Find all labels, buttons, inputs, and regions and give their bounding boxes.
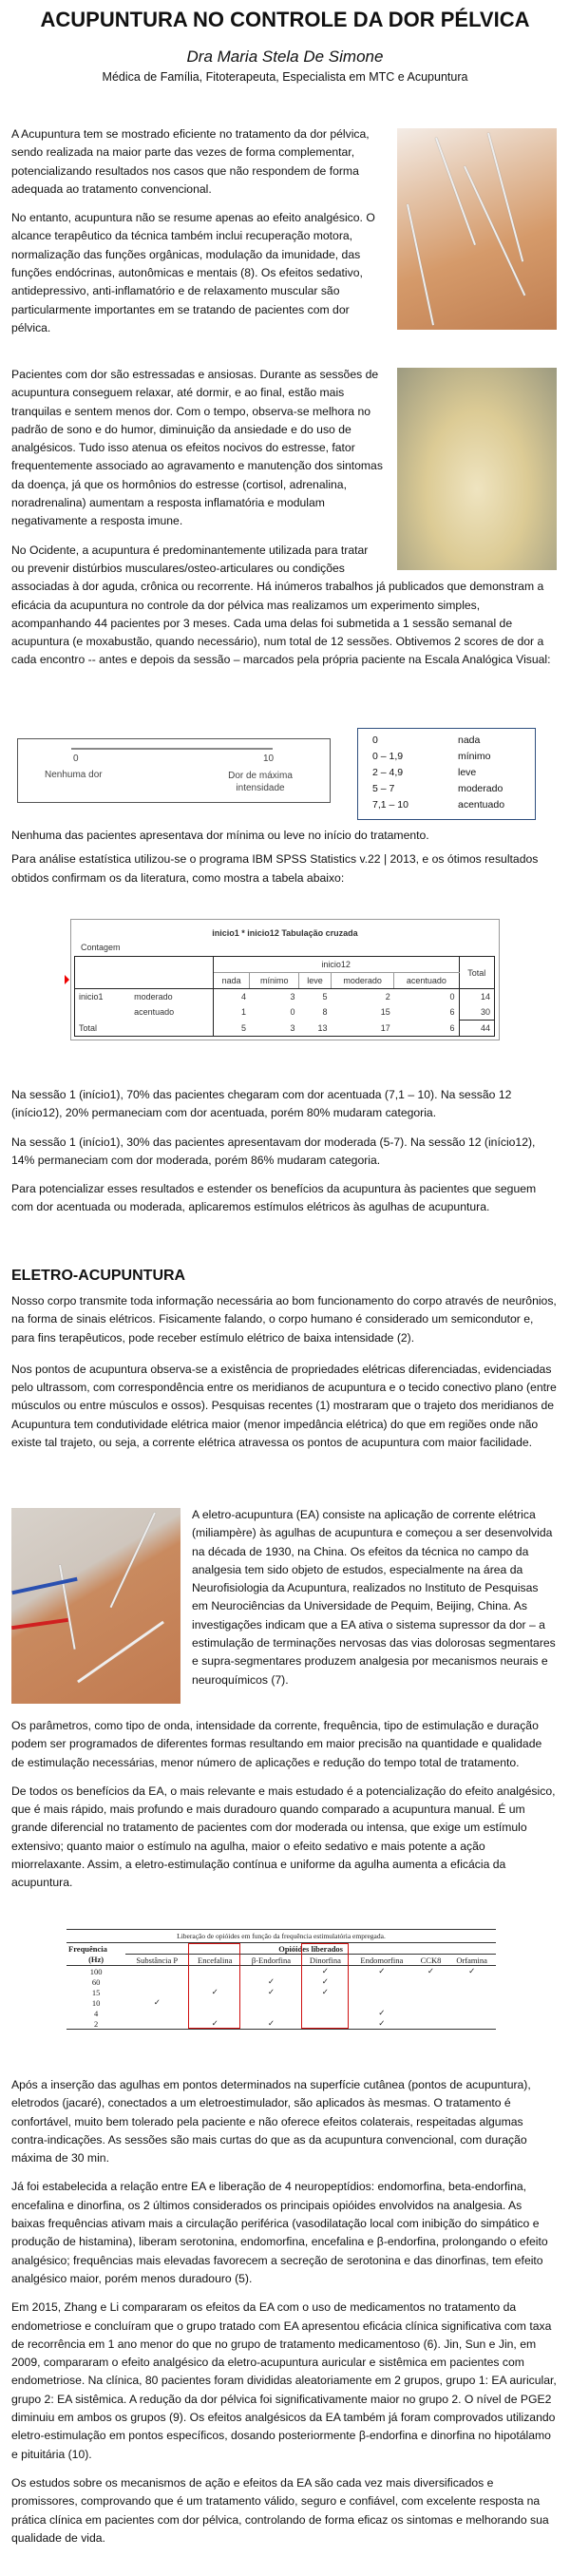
empty-cell: [350, 1987, 414, 1997]
frequency-cell: 15: [91, 1987, 101, 1997]
empty-cell: [414, 2018, 448, 2029]
table-row: [66, 1997, 496, 2008]
intro-paragraph: No Ocidente, a acupuntura é predominantemente utilizada para tratar ou prevenir distúrbios musculares/osteo-articulares ou condições associadas à dor aguda, crônica ou recorrente. Há inúmeros trabalhos já publicados que demonstram a eficácia da acupuntura no controle da dor pélvica mas realizamos um experimento simples, acompanhando 44 pacientes por 3 meses. Cada uma delas foi submetida a 1 sessão semanal de acupuntura (e moxabustão, quando necessário), num total de 12 sessões. Obtivemos 2 scores de dor a cada encontro -- antes e depois da sessão – marcados pela própria paciente na Escala Analógica Visual:: [11, 543, 551, 667]
empty-cell: [125, 1966, 188, 1977]
scale-max: 10: [263, 754, 275, 764]
check-icon: ✓: [468, 1966, 476, 1975]
table-row: Total 5 3 13 17 6 44: [75, 1021, 495, 1037]
electro-section-2: [4, 1506, 557, 1708]
analysis-paragraph: Na sessão 1 (início1), 70% das pacientes chegaram com dor acentuada (7,1 – 10). Na sessão 12 (início12), 20% permaneciam com dor acentuada, porém 80% mudaram categoria.: [11, 1088, 512, 1120]
electro-paragraph: Os parâmetros, como tipo de onda, intensidade da corrente, frequência, tipo de estimulação e duração podem ser programados de diferentes formas resultando em maior precisão na quantidade e qualidade de estimulação necessárias, menor número de aplicações e redução do tempo total de tratamento.: [11, 1719, 542, 1769]
conclusion-paragraph: Os estudos sobre os mecanismos de ação e efeitos da EA são cada vez mais diversificados e promissores, comprovando que é um tratamento válido, seguro e confiável, com excelente resposta na prática clínica em pacientes com dor pélvica, controlando de forma eficaz os sintomas e melhorando sua qualidade de vida.: [11, 2475, 549, 2545]
empty-cell: [125, 1976, 188, 1987]
empty-cell: [414, 1987, 448, 1997]
check-icon: ✓: [321, 1987, 329, 1996]
check-icon: ✓: [427, 1966, 435, 1975]
check-icon: ✓: [211, 1987, 218, 1996]
electro-paragraph: A eletro-acupuntura (EA) consiste na aplicação de corrente elétrica (miliampère) às agulhas de acupuntura e começou a ser desenvolvida na década de 1930, na China. Os efeitos da técnica no campo da analgesia tem sido objeto de estudos, especialmente na área da Neurofisiologia da Acupuntura, realizados no Instituto de Pesquisas em Neurociências da Universidade de Pequim, Beijing, China. As investigações indicam que a EA ativa o sistema supressor da dor – a estimulação de terminações nervosas das vias dolorosas segmentares e supra-segmentares produzem analgesia por mecanismos neurais e neuroquímicos (7).: [192, 1508, 556, 1687]
conclusion-paragraph: Já foi estabelecida a relação entre EA e liberação de 4 neuropeptídios: endomorfina, beta-endorfina, encefalina e dinorfina, os 2 últimos considerados os principais opióides envolvidos na analgesia. As baixas frequências ativam mais a circulação periférica (vasodilatação local com inibição do simpático e produção de histamina), liberam serotonina, endomorfina, encefalina e β-endorfina, prolongando o efeito analgésico; frequências mais elevadas favorecem a secreção de serotonina e das dinorfinas, tem efeito analgésico maior, porém menos duradouro (5).: [11, 2180, 548, 2285]
electro-section-3: [11, 1717, 557, 1903]
table-row: [66, 2008, 496, 2018]
intro-paragraph: A Acupuntura tem se mostrado eficiente no tratamento da dor pélvica, sendo realizada na maior parte das vezes de forma complementar, potencializando resultados nos casos que não respondem de forma adequada ao tratamento convencional.: [11, 127, 370, 196]
check-icon: ✓: [378, 2018, 386, 2028]
empty-cell: [125, 1987, 188, 1997]
empty-cell: [350, 1997, 414, 2008]
empty-cell: [447, 2008, 496, 2018]
range-row: 0 nada: [372, 735, 481, 746]
range-row: 7,1 – 10 acentuado: [372, 799, 505, 811]
table-row: [66, 1976, 496, 1987]
empty-cell: [241, 2008, 301, 2018]
analysis-section: [11, 1086, 557, 1228]
check-icon: ✓: [211, 2018, 218, 2028]
range-row: 5 – 7 moderado: [372, 783, 504, 794]
empty-cell: [350, 1976, 414, 1987]
frequency-cell: 10: [91, 1997, 101, 2008]
results-paragraph: Para análise estatística utilizou-se o programa IBM SPSS Statistics v.22 | 2013, e os ótimos resultados obtidos confirmam os da literatura, como mostra a tabela abaixo:: [11, 852, 539, 885]
crosstab-subtitle: Contagem: [81, 943, 121, 952]
table-row: inicio1 moderado 4 3 5 2 0 14: [75, 989, 495, 1005]
crosstab-table: inicio12 Total nada mínimo leve moderado acentuado inicio1 moderado 4 3 5 2 0 14 acentuado 1 0 8 15 6 30 Total 5 3 13 17 6 44: [74, 956, 495, 1037]
results-section: [11, 827, 557, 898]
conclusion-section: [11, 2076, 557, 2558]
empty-cell: [125, 2008, 188, 2018]
highlight-box: [301, 1943, 349, 2030]
page-title: ACUPUNTURA NO CONTROLE DA DOR PÉLVICA: [40, 8, 530, 31]
analysis-paragraph: Na sessão 1 (início1), 30% das pacientes apresentavam dor moderada (5-7). Na sessão 12 (início12), 14% permaneciam com dor moderada, porém 86% mudaram categoria.: [11, 1135, 536, 1167]
opioid-table: Frequência Opióides liberados (Hz) Substância P Encefalina β-Endorfina Dinorfina Endomorfina CCK8 Orfamina 100 ✓ ✓ ✓ ✓ 60 ✓ ✓ 15 ✓ ✓ ✓ 10 ✓ 4 ✓ 2 ✓ ✓ ✓: [66, 1943, 496, 2029]
electro-section-1: [11, 1292, 557, 1462]
scale-line: [71, 748, 273, 750]
frequency-cell: 60: [91, 1976, 101, 1987]
scale-min: 0: [73, 754, 79, 764]
frequency-cell: 2: [93, 2018, 99, 2029]
frequency-cell: 100: [89, 1966, 103, 1976]
check-icon: ✓: [321, 1966, 329, 1975]
empty-cell: [447, 1976, 496, 1987]
table-row: [66, 2018, 496, 2029]
pain-range-legend: [357, 728, 536, 820]
check-icon: ✓: [321, 1976, 329, 1986]
check-icon: ✓: [267, 1976, 275, 1986]
intro-paragraph: No entanto, acupuntura não se resume apenas ao efeito analgésico. O alcance terapêutico da técnica também inclui recuperação motora, normalização das funções orgânicas, modulação da imunidade, das funções endócrinas, autonômicas e mentais (8). Os efeitos sedativo, antidepressivo, anti-inflamatório e de relaxamento muscular são particularmente importantes em se tratando de pacientes com dor pélvica.: [11, 211, 375, 334]
check-icon: ✓: [267, 2018, 275, 2028]
opioid-frequency-table: [66, 1929, 496, 2030]
results-paragraph: Nenhuma das pacientes apresentava dor mínima ou leve no início do tratamento.: [11, 829, 429, 842]
scale-max-label: Dor de máxima intensidade: [228, 771, 293, 793]
electro-paragraph: De todos os benefícios da EA, o mais relevante e mais estudado é a potencialização do efeito analgésico, que é mais rápido, mais profundo e mais duradouro quando comparado a acupuntura manual. É um grande diferencial no tratamento de pacientes com dor moderada ou intensa, que exige um estímulo extensivo; quanto maior o estímulo na agulha, maior o efeito sedativo e mais potente a ação miorrelaxante. Assim, a eletro-estimulação contínua e uniforme da agulha aumenta a eficácia da acupuntura.: [11, 1784, 556, 1890]
author-credentials: Médica de Família, Fitoterapeuta, Especialista em MTC e Acupuntura: [102, 70, 468, 84]
intro-section-1: [11, 125, 557, 348]
opioid-table-caption: Liberação de opióides em função da frequência estimulatória empregada.: [66, 1929, 496, 1943]
analysis-paragraph: Para potencializar esses resultados e estender os benefícios da acupuntura às pacientes que seguem com dor acentuada ou moderada, aplicaremos estímulos elétricos às agulhas de acupuntura.: [11, 1182, 537, 1214]
scale-min-label: Nenhuma dor: [45, 770, 103, 780]
conclusion-paragraph: Após a inserção das agulhas em pontos determinados na superfície cutânea (pontos de acupuntura), eletrodos (jacaré), conectados a um eletroestimulador, são aplicados às mesmas. O tratamento é confortável, muito bem tolerado pela paciente e não oferece efeitos colaterais, respeitadas algumas contra-indicações. As sessões são mais curtas do que as da acupuntura convencional, com duração máxima de 30 min.: [11, 2078, 531, 2166]
check-icon: ✓: [378, 2008, 386, 2017]
range-row: 0 – 1,9 mínimo: [372, 751, 491, 762]
intro-section-2: [11, 366, 557, 680]
author-name: Dra Maria Stela De Simone: [186, 48, 384, 66]
acupuncture-needles-photo: [397, 128, 557, 330]
visual-analog-scale: [17, 738, 331, 803]
acupuncture-model-photo: [397, 368, 557, 570]
table-row: acentuado 1 0 8 15 6 30: [75, 1004, 495, 1021]
table-row: [66, 1966, 496, 1977]
check-icon: ✓: [267, 1987, 275, 1996]
electroacupuncture-photo: [11, 1508, 180, 1704]
empty-cell: [241, 1997, 301, 2008]
range-row: 2 – 4,9 leve: [372, 767, 477, 778]
row-marker-icon: [65, 975, 69, 984]
conclusion-paragraph: Em 2015, Zhang e Li compararam os efeitos da EA com o uso de medicamentos no tratamento da endometriose e concluíram que o grupo tratado com EA apresentou eficácia clínica significativa com taxa de recorrência em 1 ano menor do que no grupo de tratamento medicamentoso (6). Jin, Sun e Jin, em 2009, compararam o efeito analgésico da eletro-acupuntura auricular e sistêmica em pacientes com endometriose. Na clínica, 80 pacientes foram divididas aleatoriamente em 2 grupos, grupo 1: EA auricular, grupo 2: EA sistêmica. A redução da dor pélvica foi significativamente maior no grupo 2. O nível de PGE2 diminuiu em ambos os grupos (9). Os efeitos analgésicos da EA também já foram comprovados utilizando eletro-estimulação em pontos específicos, dosando posteriormente β-endorfina e dinorfina no hipotálamo e pituitária (10).: [11, 2300, 557, 2461]
section-heading: ELETRO-ACUPUNTURA: [11, 1268, 186, 1284]
empty-cell: [447, 2018, 496, 2029]
check-icon: ✓: [153, 1997, 161, 2007]
electro-paragraph: Nos pontos de acupuntura observa-se a existência de propriedades elétricas diferenciadas, evidenciadas pelo ultrassom, com correspondência entre os meridianos de acupuntura e o tecido conectivo plano (entre músculos ou entre músculos e ossos). Pesquisas recentes (1) mostraram que o trajeto dos meridianos de Acupuntura tem condutividade elétrica maior (menor impedância elétrica) do que em regiões onde não existe tal trajeto, ou seja, a corrente elétrica atravessa os pontos de acupuntura com maior facilidade.: [11, 1362, 557, 1450]
empty-cell: [414, 2008, 448, 2018]
intro-paragraph: Pacientes com dor são estressadas e ansiosas. Durante as sessões de acupuntura conseguem relaxar, até dormir, e ao final, estão mais tranquilas e sentem menos dor. Com o tempo, observa-se melhora no padrão de sono e do humor, diminuição da ansiedade e do uso de analgésicos. Tudo isso atenua os efeitos nocivos do estresse, fator frequentemente associado ao agravamento e manutenção dos sintomas da doença, já que os hormônios do estresse (cortisol, adrenalina, noradrenalina) aumentam a resposta inflamatória e modulam negativamente a resposta imune.: [11, 368, 383, 528]
empty-cell: [414, 1997, 448, 2008]
table-row: [66, 1987, 496, 1997]
empty-cell: [125, 2018, 188, 2029]
empty-cell: [447, 1997, 496, 2008]
crosstab-title: inicio1 * inicio12 Tabulação cruzada: [212, 928, 358, 938]
electro-paragraph: Nosso corpo transmite toda informação necessária ao bom funcionamento do corpo através de neurônios, na forma de sinais elétricos. Fisicamente falando, o corpo humano é considerado um semicondutor e, para fins terapêuticos, pode receber estímulo elétrico de baixa intensidade (2).: [11, 1294, 557, 1345]
highlight-box: [188, 1943, 240, 2030]
empty-cell: [414, 1976, 448, 1987]
spss-crosstab: [70, 919, 500, 1040]
check-icon: ✓: [378, 1966, 386, 1975]
empty-cell: [241, 1966, 301, 1977]
frequency-cell: 4: [93, 2008, 99, 2018]
empty-cell: [447, 1987, 496, 1997]
